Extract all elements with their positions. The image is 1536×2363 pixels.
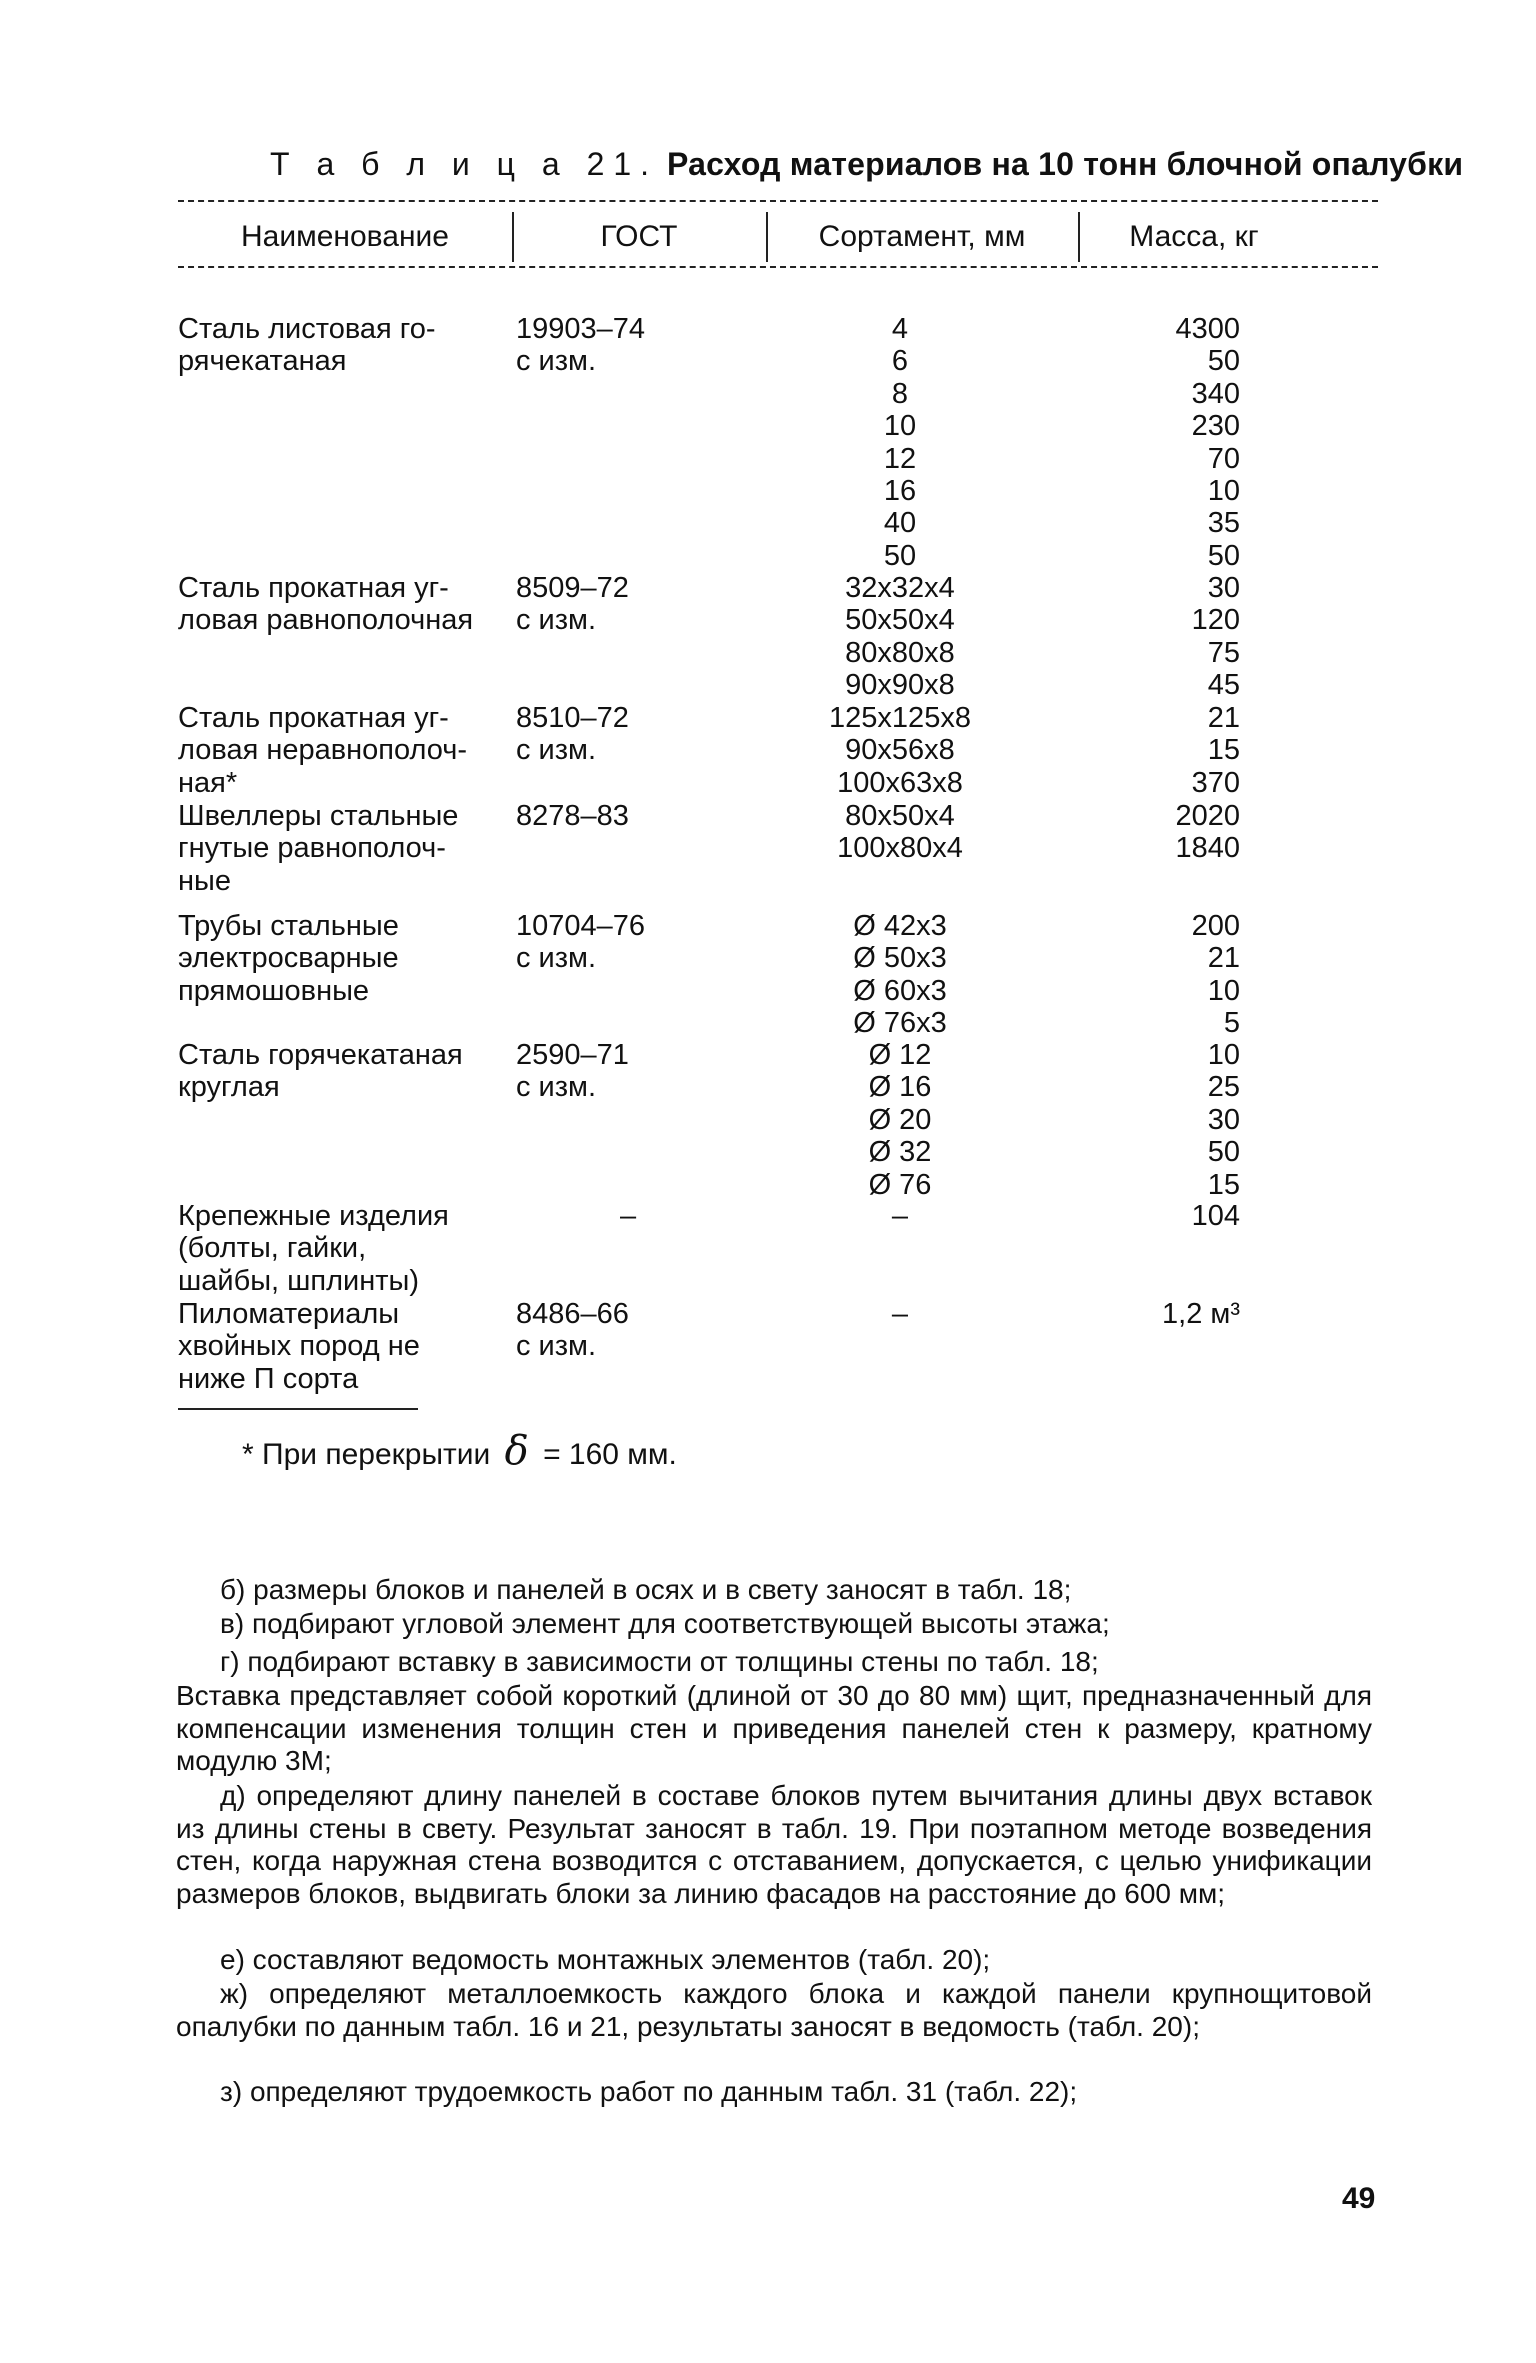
row-gost: 19903–74 с изм. xyxy=(516,313,646,378)
row-mass: 30 120 75 45 xyxy=(1191,572,1240,702)
row-gost: 8278–83 xyxy=(516,800,629,832)
row-sortament: 80x50x4 100x80x4 xyxy=(837,800,963,865)
row-name: Сталь прокатная уг- ловая равнополочная xyxy=(178,572,474,637)
row-sortament: Ø 12 Ø 16 Ø 20 Ø 32 Ø 76 xyxy=(868,1039,932,1201)
row-name: Крепежные изделия (болты, гайки, шайбы, шплинты) xyxy=(178,1200,449,1297)
paragraph-z: з) определяют трудоемкость работ по данным табл. 31 (табл. 22); xyxy=(220,2076,1078,2107)
row-sortament: – xyxy=(891,1298,909,1330)
header-mass: Масса, кг xyxy=(1129,220,1259,253)
row-gost: 8486–66 с изм. xyxy=(516,1298,629,1363)
paragraph-g: г) подбирают вставку в зависимости от толщины стены по табл. 18; xyxy=(220,1646,1099,1677)
row-name: Сталь листовая го- рячекатаная xyxy=(178,313,436,378)
paragraph-b: б) размеры блоков и панелей в осях и в свету заносят в табл. 18; xyxy=(220,1574,1072,1605)
row-mass: 2020 1840 xyxy=(1175,800,1240,865)
row-gost: – xyxy=(620,1200,637,1232)
row-name: Пиломатериалы хвойных пород не ниже П сорта xyxy=(178,1298,420,1395)
row-sortament: Ø 42x3 Ø 50x3 Ø 60x3 Ø 76x3 xyxy=(853,910,947,1040)
footnote-suffix: = 160 мм. xyxy=(543,1438,677,1471)
row-name: Швеллеры стальные гнутые равнополоч- ные xyxy=(178,800,459,897)
row-mass: 10 25 30 50 15 xyxy=(1207,1039,1240,1201)
footnote-prefix: * При перекрытии xyxy=(242,1438,491,1471)
row-gost: 10704–76 с изм. xyxy=(516,910,646,975)
row-sortament: – xyxy=(891,1200,909,1232)
paragraph-v: в) подбирают угловой элемент для соответствующей высоты этажа; xyxy=(220,1608,1110,1639)
row-sortament: 32x32x4 50x50x4 80x80x8 90x90x8 xyxy=(845,572,955,702)
row-sortament: 125x125x8 90x56x8 100x63x8 xyxy=(829,702,971,799)
row-name: Сталь горячекатаная круглая xyxy=(178,1039,463,1104)
table-label: Т а б л и ц а 21. xyxy=(270,146,659,182)
table-caption xyxy=(270,146,1464,183)
header-gost: ГОСТ xyxy=(600,220,678,253)
row-name: Трубы стальные электросварные прямошовные xyxy=(178,910,399,1007)
table-title: Расход материалов на 10 тонн блочной опалубки xyxy=(666,146,1464,182)
row-mass: 21 15 370 xyxy=(1191,702,1240,799)
header-name: Наименование xyxy=(241,220,449,253)
paragraph-zh: ж) определяют металлоемкость каждого блока и каждой панели крупнощитовой опалубки по данным табл. 16 и 21, результаты заносят в ведомость (табл. 20); xyxy=(176,1978,1372,2042)
header-sortament: Сортамент, мм xyxy=(818,220,1026,253)
row-gost: 2590–71 с изм. xyxy=(516,1039,629,1104)
row-gost: 8510–72 с изм. xyxy=(516,702,629,767)
paragraph-d: д) определяют длину панелей в составе блоков путем вычитания длины двух вставок из длины стены в свету. Результат заносят в табл. 19. При поэтапном методе возведения стен, когда наружная стена возводится с отставанием, допускается, с целью унификации размеров блоков, выдвигать блоки за линию фасадов на расстояние до 600 мм; xyxy=(176,1780,1372,1909)
row-gost: 8509–72 с изм. xyxy=(516,572,629,637)
row-mass: 104 xyxy=(1191,1200,1240,1232)
row-sortament: 4 6 8 10 12 16 40 50 xyxy=(883,313,917,572)
paragraph-e: е) составляют ведомость монтажных элементов (табл. 20); xyxy=(220,1944,991,1975)
row-mass: 200 21 10 5 xyxy=(1191,910,1240,1040)
row-mass: 4300 50 340 230 70 10 35 50 xyxy=(1175,313,1240,572)
footnote-rule xyxy=(178,1408,418,1410)
row-name: Сталь прокатная уг- ловая неравнополоч- ная* xyxy=(178,702,467,799)
paragraph-insert: Вставка представляет собой короткий (длиной от 30 до 80 мм) щит, предназначенный для компенсации изменения толщин стен и приведения панелей стен к размеру, кратному модулю 3М; xyxy=(176,1680,1372,1776)
header-top-rule xyxy=(178,200,1378,202)
delta-symbol: δ xyxy=(504,1428,529,1474)
header-bottom-rule xyxy=(178,266,1378,268)
page-number: 49 xyxy=(1342,2182,1376,2215)
row-mass: 1,2 м³ xyxy=(1162,1298,1240,1330)
table-footnote xyxy=(242,1428,677,1474)
